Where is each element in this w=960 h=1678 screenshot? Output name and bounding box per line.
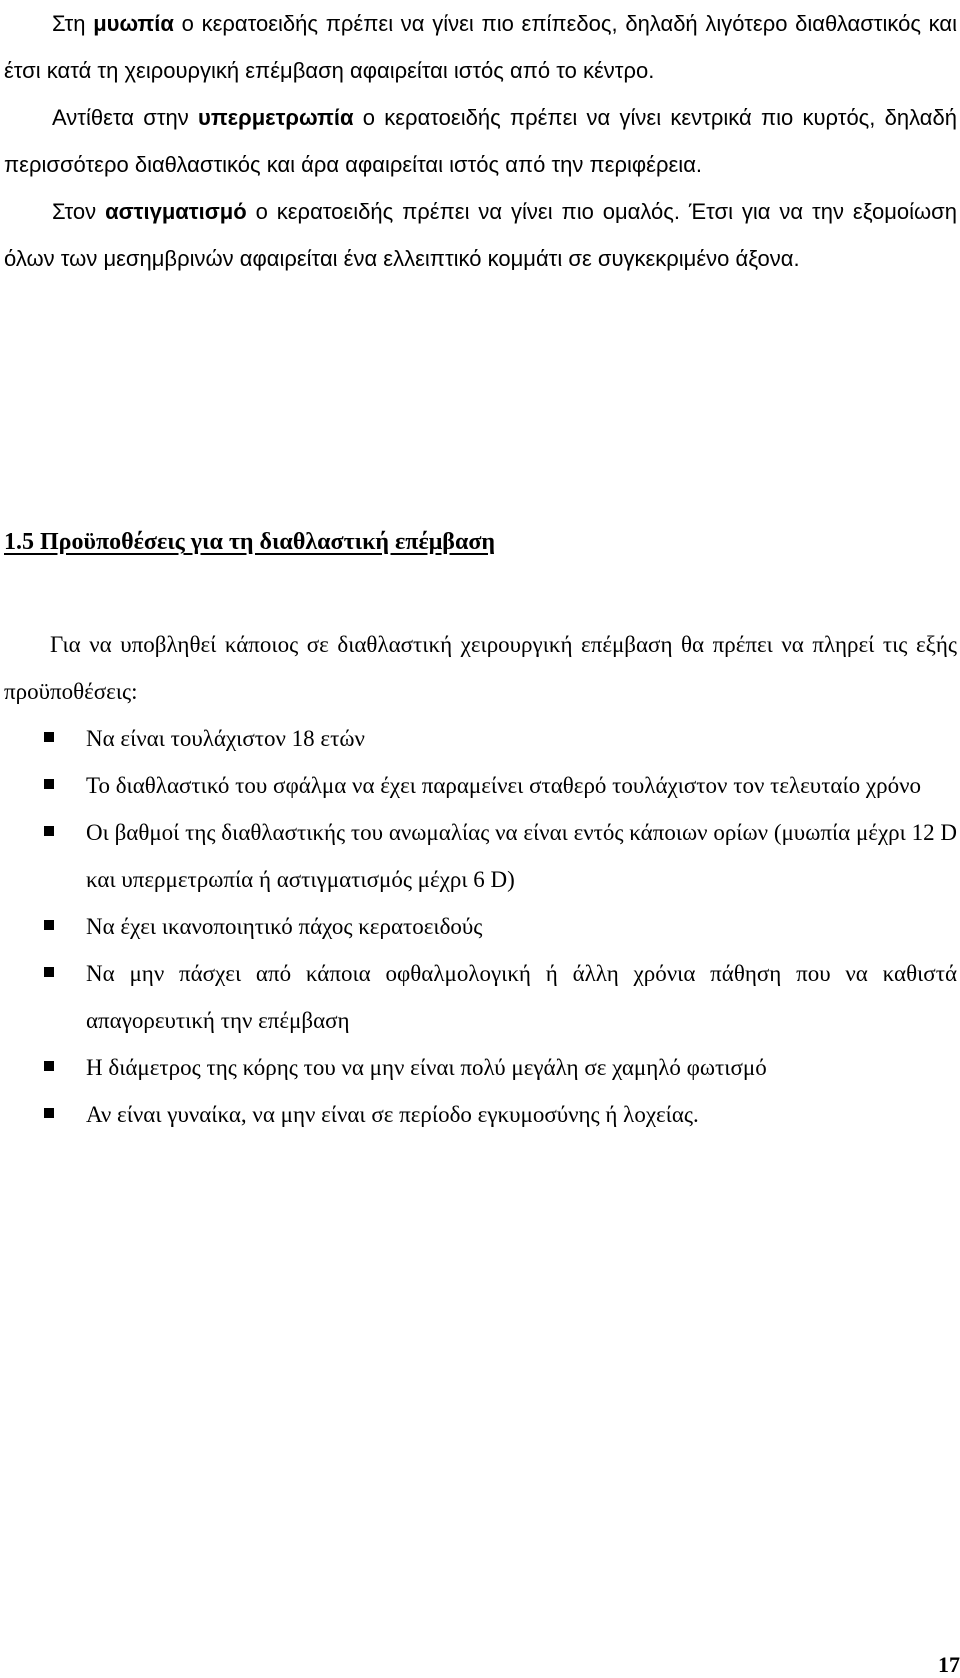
refraction-paragraphs (4, 0, 957, 282)
page-number: 17 (938, 1652, 960, 1677)
list-item: Αν είναι γυναίκα, να μην είναι σε περίοδο εγκυμοσύνης ή λοχείας. (4, 1091, 957, 1138)
requirements-intro: Για να υποβληθεί κάποιος σε διαθλαστική χειρουργική επέμβαση θα πρέπει να πληρεί τις εξής προϋποθέσεις: (4, 632, 957, 704)
paragraph-hyperopia: Αντίθετα στην υπερμετρωπία ο κερατοειδής πρέπει να γίνει κεντρικά πιο κυρτός, δηλαδή περισσότερο διαθλαστικός και άρα αφαιρείται ιστός από την περιφέρεια. (4, 105, 957, 177)
list-item: Το διαθλαστικό του σφάλμα να έχει παραμείνει σταθερό τουλάχιστον τον τελευταίο χρόνο (4, 762, 957, 809)
list-item: Η διάμετρος της κόρης του να μην είναι πολύ μεγάλη σε χαμηλό φωτισμό (4, 1044, 957, 1091)
square-bullet-icon (44, 1108, 54, 1118)
list-item: Να έχει ικανοποιητικό πάχος κερατοειδούς (4, 903, 957, 950)
square-bullet-icon (44, 779, 54, 789)
term-myopia: μυωπία (93, 11, 174, 36)
requirements-list (4, 715, 957, 1138)
square-bullet-icon (44, 732, 54, 742)
list-item: Οι βαθμοί της διαθλαστικής του ανωμαλίας να είναι εντός κάποιων ορίων (μυωπία μέχρι 12 D και υπερμετρωπία ή αστιγματισμός μέχρι 6 D) (4, 809, 957, 903)
term-hyperopia: υπερμετρωπία (198, 105, 354, 130)
square-bullet-icon (44, 920, 54, 930)
square-bullet-icon (44, 1061, 54, 1071)
list-item: Να είναι τουλάχιστον 18 ετών (4, 715, 957, 762)
paragraph-myopia: Στη μυωπία ο κερατοειδής πρέπει να γίνει πιο επίπεδος, δηλαδή λιγότερο διαθλαστικός και έτσι κατά τη χειρουργική επέμβαση αφαιρείται ιστός από το κέντρο. (4, 11, 957, 83)
square-bullet-icon (44, 826, 54, 836)
paragraph-astigmatism: Στον αστιγματισμό ο κερατοειδής πρέπει να γίνει πιο ομαλός. Έτσι για να την εξομοίωση όλων των μεσημβρινών αφαιρείται ένα ελλειπτικό κομμάτι σε συγκεκριμένο άξονα. (4, 199, 957, 271)
section-heading: 1.5 Προϋποθέσεις για τη διαθλαστική επέμβαση (4, 529, 496, 555)
list-item: Να μην πάσχει από κάποια οφθαλμολογική ή άλλη χρόνια πάθηση που να καθιστά απαγορευτική την επέμβαση (4, 950, 957, 1044)
requirements-section (4, 621, 957, 1138)
square-bullet-icon (44, 967, 54, 977)
term-astigmatism: αστιγματισμό (105, 199, 247, 224)
